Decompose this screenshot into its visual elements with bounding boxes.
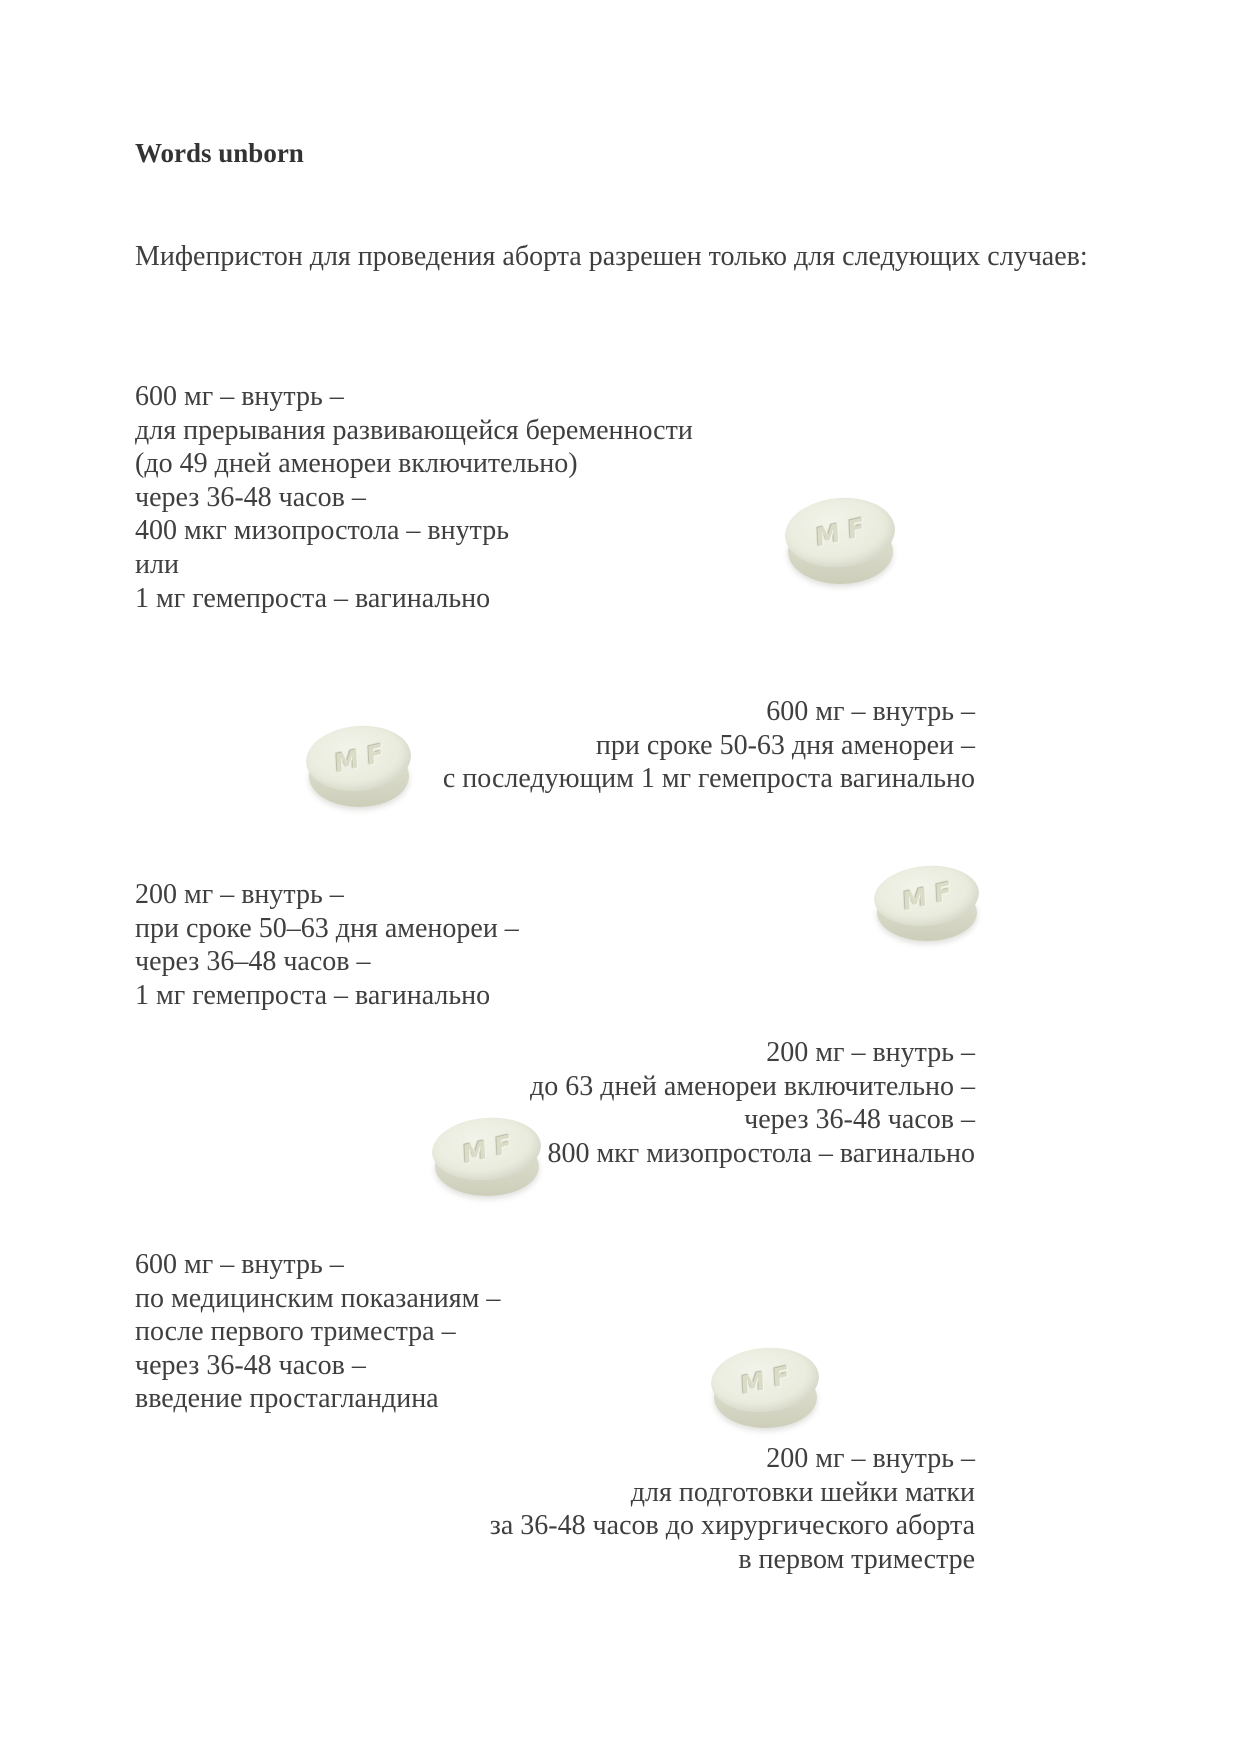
mifepristone-tablet-photo	[432, 1118, 541, 1196]
regimen-line: 800 мкг мизопростола – вагинально	[547, 1137, 975, 1169]
regimen-block-600mg-misoprostol	[135, 380, 693, 615]
regimen-line: для прерывания развивающейся беременности	[135, 414, 693, 446]
regimen-line: 600 мг – внутрь –	[766, 696, 975, 727]
regimen-block-600mg-gemeprost	[443, 695, 975, 796]
pill-imprint-text: MF	[333, 736, 392, 779]
regimen-line: при сроке 50-63 дня аменореи –	[595, 729, 975, 761]
regimen-line: с последующим 1 мг гемепроста вагинально	[442, 763, 975, 795]
mifepristone-tablet-photo	[785, 498, 895, 584]
regimen-line: через 36-48 часов –	[135, 1349, 366, 1381]
mifepristone-tablet-photo	[711, 1348, 819, 1428]
regimen-line: 200 мг – внутрь –	[766, 1037, 975, 1068]
intro-paragraph: Мифепристон для проведения аборта разрешен только для следующих случаев:	[135, 241, 1088, 272]
regimen-line: при сроке 50–63 дня аменореи –	[135, 912, 519, 944]
regimen-block-600mg-medical	[135, 1248, 500, 1416]
regimen-line: через 36–48 часов –	[135, 946, 371, 978]
regimen-line: 600 мг – внутрь –	[135, 381, 344, 412]
regimen-block-200mg-gemeprost	[135, 878, 519, 1012]
regimen-line: 200 мг – внутрь –	[135, 879, 344, 910]
regimen-line: 1 мг гемепроста – вагинально	[135, 582, 491, 614]
regimen-line: введение простагландина	[135, 1383, 439, 1415]
regimen-block-200mg-cervix	[490, 1442, 975, 1576]
regimen-line: 200 мг – внутрь –	[766, 1443, 975, 1474]
regimen-line: в первом триместре	[738, 1543, 975, 1575]
regimen-line: после первого триместра –	[135, 1316, 456, 1348]
regimen-line: 400 мкг мизопростола – внутрь	[135, 515, 509, 547]
regimen-block-200mg-misoprostol	[530, 1036, 975, 1170]
pill-imprint-text: MF	[739, 1357, 798, 1401]
pill-imprint-text: MF	[461, 1127, 520, 1170]
regimen-line: или	[135, 548, 179, 580]
mifepristone-tablet-photo	[306, 726, 411, 807]
regimen-line: по медицинским показаниям –	[135, 1282, 501, 1314]
regimen-line: за 36-48 часов до хирургического аборта	[489, 1510, 975, 1542]
page-title: Words unborn	[135, 138, 304, 168]
regimen-line: через 36-48 часов –	[744, 1104, 975, 1136]
regimen-line: 600 мг – внутрь –	[135, 1249, 344, 1280]
pill-imprint-text: MF	[814, 510, 873, 553]
regimen-line: 1 мг гемепроста – вагинально	[135, 979, 491, 1011]
regimen-line: до 63 дней аменореи включительно –	[530, 1070, 975, 1102]
regimen-line: для подготовки шейки матки	[630, 1476, 975, 1508]
regimen-line: через 36-48 часов –	[135, 481, 366, 513]
mifepristone-tablet-photo	[874, 866, 979, 941]
pill-imprint-text: MF	[901, 873, 960, 917]
regimen-line: (до 49 дней аменореи включительно)	[135, 448, 578, 480]
